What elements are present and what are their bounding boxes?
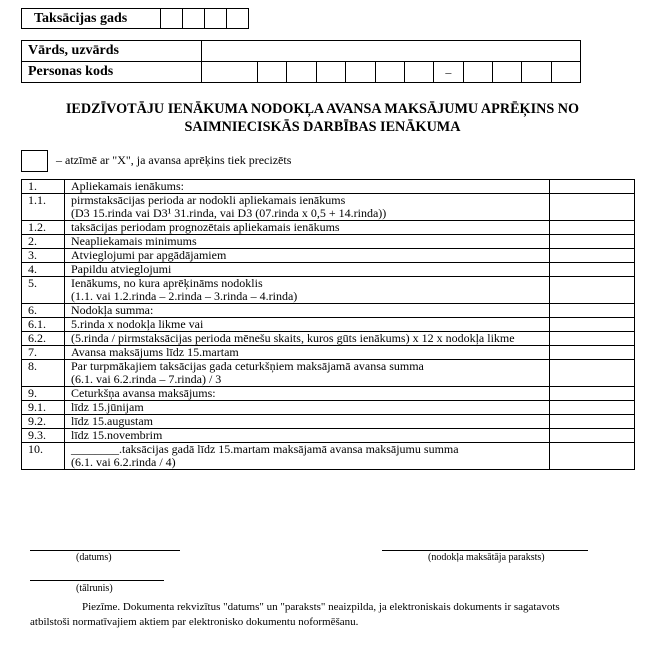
name-label: Vārds, uzvārds [22, 41, 202, 62]
row-description-line: (5.rinda / pirmstaksācijas perioda mēnešu skaits, kuros gūts ienākums) x 12 x nodokļa likme [71, 331, 515, 345]
row-description-line: līdz 15.jūnijam [71, 400, 144, 414]
table-row [22, 235, 635, 249]
table-row [22, 304, 635, 318]
row-description-line: Papildu atvieglojumi [71, 262, 172, 276]
row-description-line: līdz 15.novembrim [71, 428, 163, 442]
row-description [65, 332, 550, 346]
row-number: 4. [22, 263, 65, 277]
row-description-line: (D3 15.rinda vai D3¹ 31.rinda, vai D3 (07.rinda x 0,5 + 14.rinda)) [71, 206, 387, 220]
row-value-cell[interactable] [550, 249, 635, 263]
row-value-cell[interactable] [550, 318, 635, 332]
row-number: 5. [22, 277, 65, 304]
row-number: 6.1. [22, 318, 65, 332]
table-row [22, 429, 635, 443]
row-number: 1.1. [22, 194, 65, 221]
personal-code-digit-7[interactable] [463, 62, 492, 83]
row-description-line: (1.1. vai 1.2.rinda – 2.rinda – 3.rinda – 4.rinda) [71, 289, 298, 303]
row-description [65, 180, 550, 194]
row-value-cell[interactable] [550, 429, 635, 443]
row-description-line: Apliekamais ienākums: [71, 179, 184, 193]
row-number: 7. [22, 346, 65, 360]
row-value-cell[interactable] [550, 332, 635, 346]
table-row [22, 221, 635, 235]
row-value-cell[interactable] [550, 443, 635, 470]
personal-code-label: Personas kods [22, 62, 202, 83]
row-description-line: pirmstaksācijas perioda ar nodokli apliekamais ienākums [71, 193, 346, 207]
row-description-line: (6.1. vai 6.2.rinda / 4) [71, 455, 176, 469]
row-description [65, 429, 550, 443]
row-description-line: Atvieglojumi par apgādājamiem [71, 248, 227, 262]
tax-year-digit-1[interactable] [161, 9, 183, 29]
personal-code-digit-4[interactable] [346, 62, 375, 83]
row-description-line: Ienākums, no kura aprēķināms nodoklis [71, 276, 263, 290]
row-description [65, 443, 550, 470]
date-label: (datums) [76, 552, 112, 563]
row-description [65, 194, 550, 221]
correction-checkbox[interactable] [21, 150, 48, 172]
date-line[interactable] [30, 550, 180, 551]
row-number: 10. [22, 443, 65, 470]
row-value-cell[interactable] [550, 346, 635, 360]
row-value-cell[interactable] [550, 387, 635, 401]
tax-year-digit-4[interactable] [227, 9, 249, 29]
row-description-line: taksācijas periodam prognozētais apliekamais ienākums [71, 220, 340, 234]
name-field[interactable] [202, 41, 581, 62]
row-value-cell[interactable] [550, 360, 635, 387]
table-row [22, 194, 635, 221]
row-value-cell[interactable] [550, 235, 635, 249]
row-description [65, 401, 550, 415]
row-number: 2. [22, 235, 65, 249]
row-description [65, 415, 550, 429]
personal-code-digit-8[interactable] [492, 62, 521, 83]
table-row [22, 401, 635, 415]
calculation-table [21, 179, 635, 470]
note-line-1: Piezīme. Dokumenta rekvizītus "datums" un "paraksts" neaizpilda, ja elektroniskais dokuments ir sagatavots [82, 601, 560, 613]
table-row [22, 249, 635, 263]
table-row [22, 387, 635, 401]
table-row [22, 360, 635, 387]
row-number: 9.2. [22, 415, 65, 429]
row-value-cell[interactable] [550, 263, 635, 277]
table-row [22, 332, 635, 346]
row-description-line: Neapliekamais minimums [71, 234, 197, 248]
row-number: 9. [22, 387, 65, 401]
row-value-cell[interactable] [550, 304, 635, 318]
personal-code-separator: – [434, 62, 463, 83]
table-row [22, 180, 635, 194]
row-value-cell[interactable] [550, 221, 635, 235]
table-row [22, 415, 635, 429]
row-number: 1. [22, 180, 65, 194]
personal-code-digit-5[interactable] [375, 62, 404, 83]
taxpayer-id-box [21, 40, 581, 83]
tax-year-label: Taksācijas gads [22, 9, 161, 29]
row-description [65, 360, 550, 387]
tax-year-digit-3[interactable] [205, 9, 227, 29]
personal-code-digit-3[interactable] [316, 62, 345, 83]
personal-code-digit-10[interactable] [551, 62, 580, 83]
phone-line[interactable] [30, 580, 164, 581]
title-line-1: IEDZĪVOTĀJU IENĀKUMA NODOKĻA AVANSA MAKSĀJUMU APRĒĶINS NO [65, 101, 580, 117]
row-description-line: ________.taksācijas gadā līdz 15.martam maksājamā avansa maksājumu summa [71, 442, 459, 456]
row-number: 9.1. [22, 401, 65, 415]
personal-code-digit-6[interactable] [404, 62, 433, 83]
document-title [0, 100, 645, 136]
row-description [65, 263, 550, 277]
row-description-line: līdz 15.augustam [71, 414, 153, 428]
table-row [22, 346, 635, 360]
table-row [22, 443, 635, 470]
table-row [22, 277, 635, 304]
row-description [65, 221, 550, 235]
table-row [22, 318, 635, 332]
row-number: 3. [22, 249, 65, 263]
personal-code-digit-2[interactable] [287, 62, 316, 83]
row-description [65, 318, 550, 332]
row-description-line: Par turpmākajiem taksācijas gada ceturkšņiem maksājamā avansa summa [71, 359, 424, 373]
row-description [65, 346, 550, 360]
tax-year-box [21, 8, 249, 29]
title-line-2: SAIMNIECISKĀS DARBĪBAS IENĀKUMA [184, 119, 461, 135]
row-description-line: Avansa maksājums līdz 15.martam [71, 345, 239, 359]
note-line-2: atbilstoši normatīvajiem aktiem par elektronisko dokumentu noformēšanu. [30, 616, 359, 628]
row-number: 6. [22, 304, 65, 318]
row-number: 1.2. [22, 221, 65, 235]
row-description [65, 235, 550, 249]
row-description [65, 249, 550, 263]
personal-code-digit-9[interactable] [522, 62, 551, 83]
row-description-line: (6.1. vai 6.2.rinda – 7.rinda) / 3 [71, 372, 222, 386]
row-description-line: 5.rinda x nodokļa likme vai [71, 317, 204, 331]
row-number: 9.3. [22, 429, 65, 443]
personal-code-spacer [202, 62, 258, 83]
row-description-line: Nodokļa summa: [71, 303, 154, 317]
row-value-cell[interactable] [550, 415, 635, 429]
tax-year-digit-2[interactable] [183, 9, 205, 29]
phone-label: (tālrunis) [76, 583, 113, 594]
signature-label: (nodokļa maksātāja paraksts) [428, 552, 545, 563]
correction-note: – atzīmē ar "X", ja avansa aprēķins tiek precizēts [56, 153, 292, 167]
row-value-cell[interactable] [550, 194, 635, 221]
row-value-cell[interactable] [550, 277, 635, 304]
row-number: 8. [22, 360, 65, 387]
row-description-line: Ceturkšņa avansa maksājums: [71, 386, 216, 400]
table-row [22, 263, 635, 277]
row-description [65, 387, 550, 401]
footnote [30, 600, 625, 630]
row-value-cell[interactable] [550, 180, 635, 194]
row-number: 6.2. [22, 332, 65, 346]
row-description [65, 304, 550, 318]
signature-line[interactable] [382, 550, 588, 551]
personal-code-digit-1[interactable] [258, 62, 287, 83]
row-value-cell[interactable] [550, 401, 635, 415]
row-description [65, 277, 550, 304]
